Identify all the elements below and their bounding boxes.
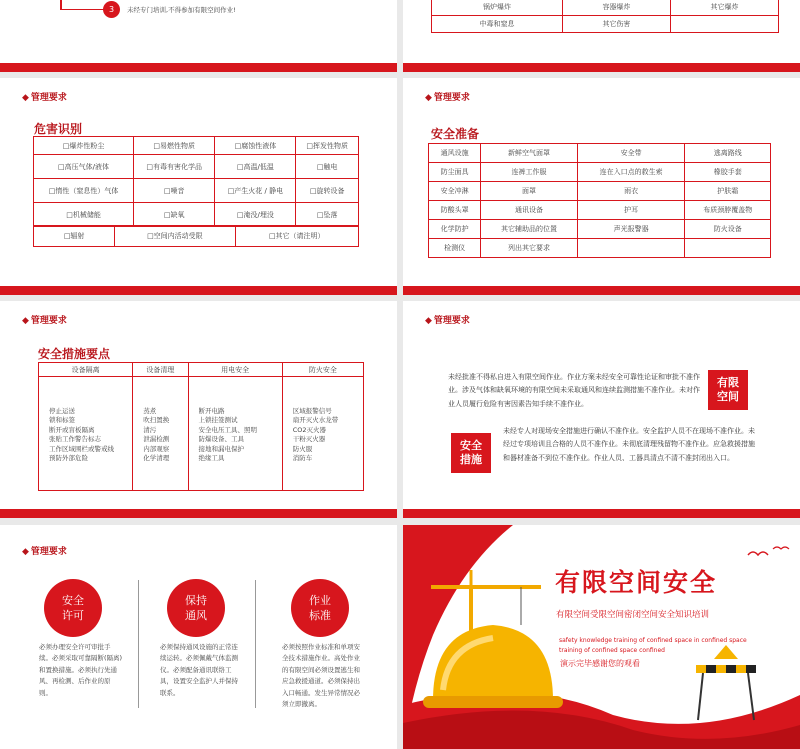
- slide-top-left[interactable]: [0, 0, 397, 72]
- birds-icon: [743, 543, 793, 568]
- closing-thanks: 演示完毕感谢您的观看: [560, 659, 640, 668]
- section-header: ◆ 管理要求: [22, 544, 67, 557]
- cell: 布质颈脖覆盖物: [685, 201, 771, 220]
- col-header: 防火安全: [282, 363, 363, 377]
- cell: 防尘面具: [429, 163, 481, 182]
- cell: □机械储能: [34, 203, 134, 227]
- slide-management-text[interactable]: [403, 301, 800, 518]
- closing-title: 有限空间安全: [555, 568, 718, 597]
- slide-three-requirements[interactable]: [0, 525, 397, 749]
- cell: 逃离路线: [685, 144, 771, 163]
- cell: 中毒和窒息: [432, 16, 563, 33]
- cell: 其它伤害: [562, 16, 670, 33]
- cell: 化学防护: [429, 220, 481, 239]
- cell: [670, 16, 778, 33]
- divider: [255, 580, 256, 708]
- label-safety-measures: 安全 措施: [451, 433, 491, 473]
- cell: 列出其它要求: [481, 239, 578, 258]
- slide-top-right[interactable]: [403, 0, 800, 72]
- text-work-standard: 必须按照作业标准和单项安全技术措施作业。高处作业的有限空间必须设置逃生和应急救援通道。必须保持出入口畅通。发生异常情况必须立即撤离。: [282, 643, 360, 708]
- slide-closing[interactable]: [403, 525, 800, 749]
- cell: 连在入口点的救生索: [577, 163, 685, 182]
- cell: □噪音: [134, 179, 215, 203]
- cell: 通讯设备: [481, 201, 578, 220]
- section-header: ◆ 管理要求: [425, 90, 470, 103]
- cell: 护肤霜: [685, 182, 771, 201]
- label-confined-space: 有限 空间: [708, 370, 748, 410]
- step-circle: 3: [103, 1, 120, 18]
- cell: [577, 239, 685, 258]
- cell: □腐蚀性液体: [215, 137, 296, 155]
- col-header: 设备隔离: [39, 363, 133, 377]
- cell: □缺氧: [134, 203, 215, 227]
- slide-safety-measures[interactable]: [0, 301, 397, 518]
- cell: 安全冲淋: [429, 182, 481, 201]
- circle-work-standard: 作业 标准: [291, 579, 349, 637]
- cell: □爆炸性粉尘: [34, 137, 134, 155]
- section-title: 安全措施要点: [38, 347, 111, 361]
- cell: 锅炉爆炸: [432, 0, 563, 16]
- cell: □易燃性物质: [134, 137, 215, 155]
- slide-hazard-identification[interactable]: [0, 78, 397, 295]
- step-note: 未经专门培训,不得参加有限空间作业!: [127, 6, 236, 14]
- slide-bar: [403, 509, 800, 518]
- cell: 区域报警信号 扇开灭火水龙带 CO2灭火器 干粉灭火器 防火服 消防车: [282, 377, 363, 491]
- cell: 橡胶手套: [685, 163, 771, 182]
- cell: □惰性（窒息性）气体: [34, 179, 134, 203]
- cell: 连裤工作服: [481, 163, 578, 182]
- cell: 通风设施: [429, 144, 481, 163]
- cell: 其它爆炸: [670, 0, 778, 16]
- circle-ventilation: 保持 通风: [167, 579, 225, 637]
- slide-safety-preparation[interactable]: [403, 78, 800, 295]
- text-ventilation: 必须保持通风设施的正常连续运转。必须佩戴气体监测仪。必须配备通讯联络工具，设置安全监护人并保持联系。: [160, 643, 238, 697]
- cell: □高温/低温: [215, 155, 296, 179]
- section-title: 危害识别: [34, 122, 83, 136]
- slide-bar: [403, 63, 800, 72]
- roadblock-illustration: [688, 645, 768, 725]
- cell: □旋转设备: [296, 179, 359, 203]
- cell: □空间内活动受限: [115, 226, 235, 247]
- circle-safety-permit: 安全 许可: [44, 579, 102, 637]
- section-header: ◆ 管理要求: [425, 313, 470, 326]
- cell: □高压气体/液体: [34, 155, 134, 179]
- cell: □有毒有害化学品: [134, 155, 215, 179]
- cell: 检测仪: [429, 239, 481, 258]
- cell: □触电: [296, 155, 359, 179]
- hazard-table: [33, 136, 359, 227]
- closing-english: safety knowledge training of confined space in confined space training of confined space confined: [559, 637, 747, 654]
- cell: 新鲜空气面罩: [481, 144, 578, 163]
- cell: 容器爆炸: [562, 0, 670, 16]
- cell: □坠落: [296, 203, 359, 227]
- cell: 面罩: [481, 182, 578, 201]
- helmet-illustration: [423, 610, 563, 720]
- divider: [138, 580, 139, 708]
- text-safety-permit: 必须办理安全许可审批手续。必须采取可靠隔断(隔离)和置换措施。必须执行先通风、再检测、后作业的原则。: [39, 643, 123, 697]
- col-header: 设备清理: [133, 363, 188, 377]
- cell: □挥发性物质: [296, 137, 359, 155]
- paragraph-confined-space: 未经批准不得私自进入有限空间作业。作业方案未经安全可靠性论证和审批不准作业。涉及气体和缺氧环境的有限空间未采取通风和连续监测措施不准作业。未对作业人员履行危险有害因素告知手续不准作业。: [448, 373, 700, 408]
- slide-bar: [403, 286, 800, 295]
- col-header: 用电安全: [188, 363, 282, 377]
- cell: □其它（请注明）: [235, 226, 359, 247]
- cell: 安全带: [577, 144, 685, 163]
- closing-subtitle: 有限空间受限空间密闭空间安全知识培训: [556, 610, 710, 620]
- section-header: ◆ 管理要求: [22, 90, 67, 103]
- section-title: 安全准备: [431, 127, 480, 141]
- cell: 停止运送 锁和标签 断开或盲板隔离 张贴工作警告标志 工作区域围栏或警戒线 预防外部危险: [39, 377, 133, 491]
- cell: 声光报警器: [577, 220, 685, 239]
- cell: □产生火花 / 静电: [215, 179, 296, 203]
- slide-bar: [0, 509, 397, 518]
- cell: 护耳: [577, 201, 685, 220]
- cell: 雨衣: [577, 182, 685, 201]
- connector-line-h: [60, 9, 104, 10]
- cell: 防火设备: [685, 220, 771, 239]
- cell: 防酸头罩: [429, 201, 481, 220]
- hazard-table-tail: [431, 0, 779, 33]
- cell: [685, 239, 771, 258]
- cell: □辐射: [34, 226, 115, 247]
- measures-table: [38, 362, 364, 491]
- cell: 断开电路 上锁挂签测试 安全电压工具、照明 防爆设备、工具 接地和漏电保护 绝缘工具: [188, 377, 282, 491]
- cell: □淹没/埋没: [215, 203, 296, 227]
- preparation-table: [428, 143, 771, 258]
- paragraph-safety-measures: 未经专人对现场安全措施进行确认不准作业。安全监护人员不在现场不准作业。未经过专项培训且合格的人员不准作业。未彻底清理残留物不准作业。应急救援措施和器材准备不到位不准作业。作业人员、工器具清点不清不准封闭出入口。: [503, 427, 755, 462]
- cell: 其它辅助品的位置: [481, 220, 578, 239]
- slide-bar: [0, 63, 397, 72]
- cell: 蒸煮 吹扫置换 清污 泄漏检测 内部观察 化学清理: [133, 377, 188, 491]
- slide-bar: [0, 286, 397, 295]
- hazard-table-last-row: [33, 225, 359, 247]
- section-header: ◆ 管理要求: [22, 313, 67, 326]
